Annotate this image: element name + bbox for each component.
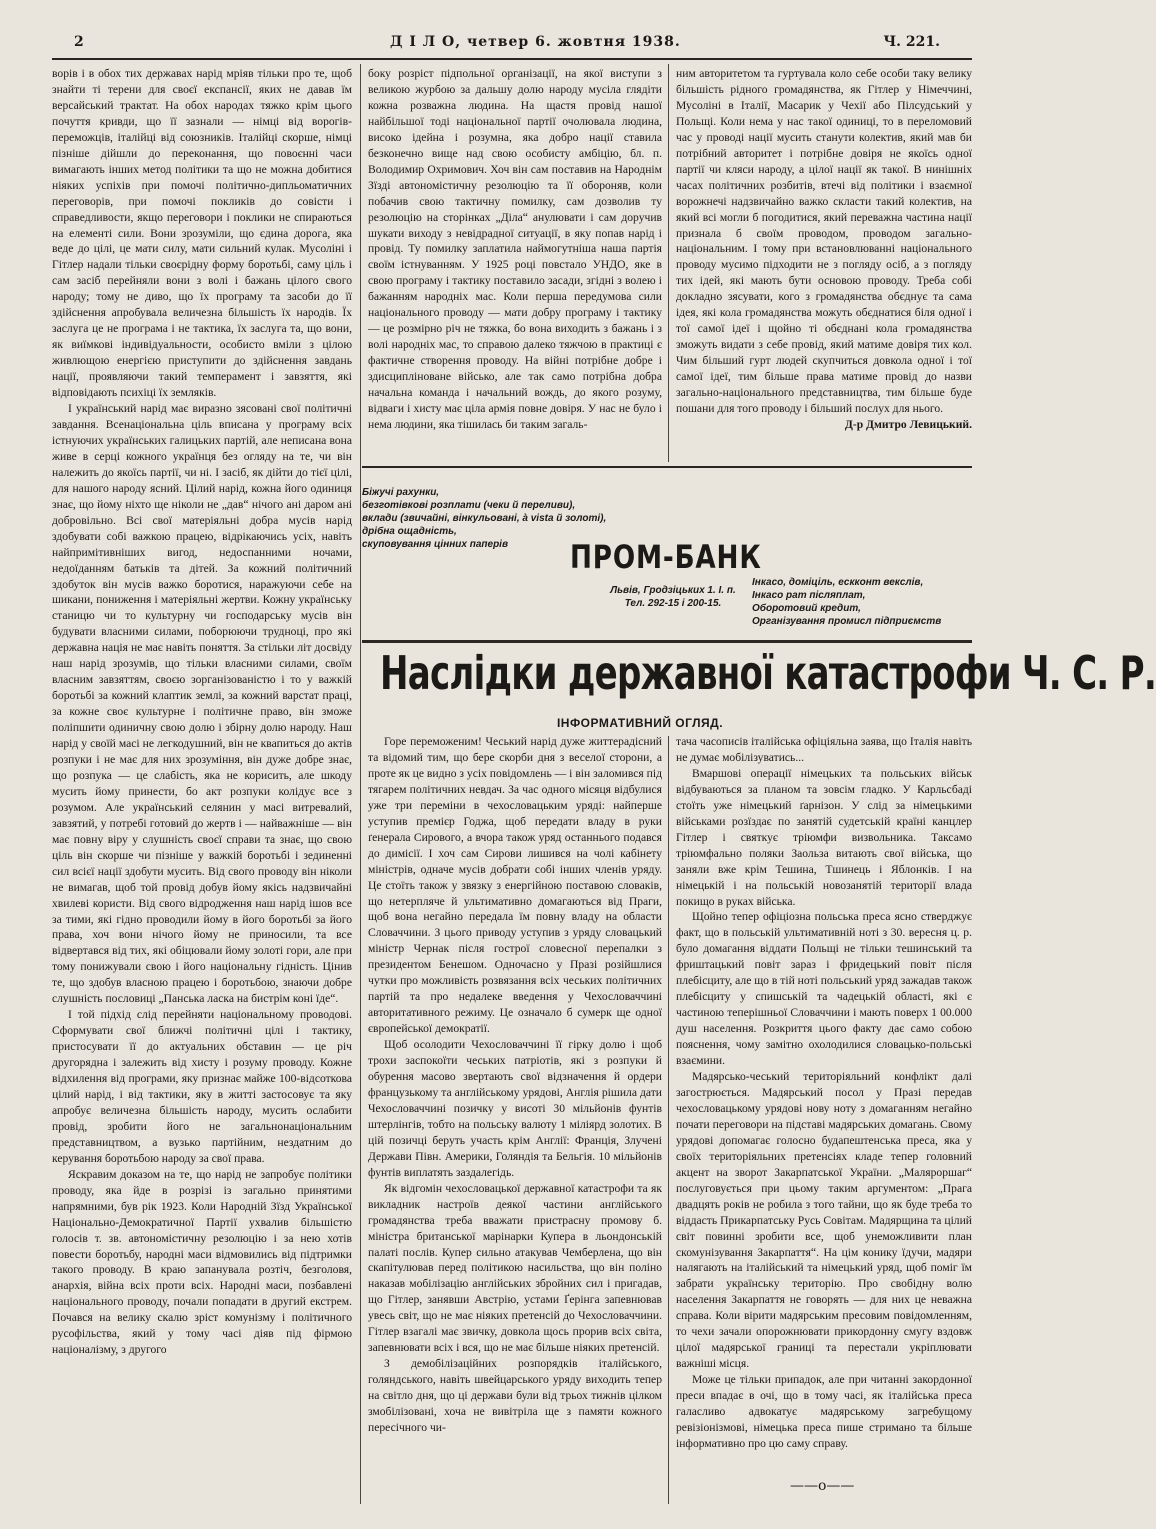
paragraph: Як відгомін чехословацької державної катастрофи та як викладник настроїв деякої частини англійського громадянства треба вважати пристрасну промову б. міністра британської марінарки Купера в льондонській палаті послів. Купер сильно атакував Чемберлена, що він скапітулював перед політикою насильства, що він поліно наказав мобілізацію англійських збройних сил і пригадав, що Гітлер, занявши Австрію, устами Ґерінга запевнював увесь світ, що не має ніяких претенсій до Чехословаччини. Гітлер взагалі має звичку, довкола щось прорив всіх світа, запевнювати всіх і вся, що не має більше ніяких претенсій. — [368, 1181, 662, 1355]
paragraph: І український нарід має виразно зясовані свої політичні завдання. Всенаціональна ціль вписана у програму всіх істнуючих українських галицьких партій, але неписана вона живе в серці кожного українця без огляду на те, чи він належить до якоїсь партії, чи ні. І засіб, як дійти до тієї цілі, для нашого народу ясний. Цілий нарід, кожна його одиниця знає, що йому ніхто ще ніколи не „дав“ нічого ані даром ані добровільно. Всі свої матеріяльні добра мусів нарід здобувати собі важкою працею, відрікаючись усіх, навіть найпримітивніших вигод, недоспанними ночами, недоїданням батьків та дітей. За кожний політичний здобуток він мусів важко боротися, наражуючи себе на шикани, пониження і матеріяльні жертви. Кожну українську станицю чи то культурну чи господарську мусів він будувати власними силами, поборюючи трудноці, про які державна нація не має навіть поняття. За стільки літ досвіду наш нарід зрозумів, що тільки власними силами, своїм власним завзяттям, своєю зорганізованістю і то у важкій боротьбі за кожний клаптик землі, за кожний варстат праці, за кожне своє культурне і політичне право, він зможе поліпшити одиничну свою долю і збірну долю народу. Наш нарід у своїй масі не легкодушний, він не квапиться до актів розпуки і не має для них зрозуміння, він дуже добре знає, що розпука — це слабість, яка не корисить, але шкоду мусить йому принести, бо акт розпуки колідує все з розумом. Але український селянин у масі витревалий, завзятий, у потребі готовий до жертв і — найважніше — він має повну віру у слушність своєї справи та знає, що свою ціль він скорше чи пізніше у важкій боротьбі і зединенні сил всієї нації здобути мусить. Від свого проводу він ніколи не вимагав, щоб той провід добув йому якісь надзвичайні хвилеві користи. Від свого відродження наш нарід ішов все за тими, які гідно проводили йому в його боротьбі за його права, хоч вони нічого йому не приносили, та все відвертався від тих, які обіцювали йому золоті гори, але при тому понижували свою і його національну гідність. Цінив те, що здобув власною працею і боротьбою, знаючи добре слушність пословиці „Панська ласка на бистрім коні їде“. — [52, 402, 352, 1006]
service-item: Біжучі рахунки, — [362, 487, 440, 498]
page-number: 2 — [74, 34, 84, 50]
bank-name: ПРОМ-БАНК — [570, 538, 762, 576]
bank-operations-list — [752, 576, 992, 628]
bank-street: Львів, Гродзіцьких 1. І. п. — [610, 585, 736, 596]
paragraph: Вмаршові операції німецьких та польських військ відбуваються за планом та зовсім гладко. У Карльсбаді стоїть уже німецький ґарнізон. У слід за німецькими військами розїздає по занятій судетській країні канцлер Гітлер і святкує тріюмфи визвольника. Таксамо тріюмфально поляки Заольза витають свої війська, що заняли вже крім Тешина, Тшинець і Яблонків. І на німецькій і на польській новозанятій території влада покищо в руках війська. — [676, 766, 972, 908]
paragraph: Щойно тепер офіціозна польська преса ясно стверджує факт, що в польській ультимативній ноті з 30. вересня ц. р. було домагання віддати Польщі не тільки тешинський та фриштацький повіт зараз і фридецький повіт після плебісциту, але що в тій ноті польський уряд зажадав також плебісциту у спишській та чадецькій області, які є частиною теперішньої Словаччини і мають поверх 1 00.000 душ населення. Розкриття цього факту дає само собою пояснення, чому замітно охолодилися словацько-польські взаємини. — [676, 910, 972, 1068]
ad-bottom-rule — [362, 640, 972, 643]
service-item: скуповування цінних паперів — [362, 539, 509, 550]
paragraph: Щоб осолодити Чехословаччині її гірку долю і щоб трохи заспокоїти чеських патріотів, які з розпуки й обурення масово звертають свої відзначення й ордери французькому та англійському урядові, Англія рішила дати Чехословаччині позичку у висоті 30 мільйонів фунтів штерлінгів, тобто на польську валюту 1 міліярд золотих. В цій позичці беруть участь крім Англії: Франція, Злучені Держави Півн. Америки, Голяндія та Бельгія. 10 мільйонів фунтів виплатять заздалегідь. — [368, 1038, 662, 1179]
article1-column-2 — [368, 66, 662, 458]
operation-item: Оборотовий кредит, — [752, 603, 861, 614]
operation-item: Інкасо рат післяплат, — [752, 590, 866, 601]
article2-subhead: ІНФОРМАТИВНИЙ ОГЛЯД. — [556, 716, 724, 730]
operation-item: Організування промисл підприємств — [752, 616, 942, 627]
issue-date: четвер 6. жовтня 1938. — [466, 34, 681, 50]
ad-top-rule — [362, 466, 972, 468]
paragraph: боку розріст підпольної організації, на якої виступи з великою журбою за дальшу долю народу мусіла глядіти кожна розважна людина. На щастя провід нашої найбільшої тоді національної партії очолювала людина, високо ідейна і розумна, яка добро нації ставила безконечно вище над свою особисту амбіцію, бл. п. Володимир Охримович. Хоч він сам поставив на Народнім Зїзді автономістичну резолюцію та її обороняв, коли побачив свою тактичну помилку, сам дозволив ту резолюцію на сторінках „Діла“ анулювати і сам доручив шукати виходу з невідрадної ситуації, в яку попав нарід і провід. Ту помилку заплатила наймогутніша наша партія своїм істнуванням. У 1925 році повстало УНДО, яке в свою програму і тактику поставило засади, згідні з волею і бажанням народніх мас. Коли перша передумова сили національного проводу — мати добру програму і тактику — це розмірно річ не тяжка, бо вона виходить з бажань і з волі народніх мас, то справою далеко тяжчою в практиці є фактичне створення проводу. На війні потрібне добре і здисципліноване військо, але так само потрібна добра начальна команда і начальний вождь, до якого розуму, відваги і хисту має ціла армія повне довіря. У нас не було і нема людини, яка тішилась би таким загаль- — [368, 67, 662, 431]
masthead-date — [390, 34, 681, 50]
bank-address — [578, 584, 768, 610]
paragraph: З демобілізаційних розпорядків італійського, голяндського, навіть швейцарського уряду виходить тепер на світло дня, що ці держави були від трьох тижнів цілком змобілізовані, хоча не вивітріла ще з памяти кожного пересічного чи- — [368, 1357, 662, 1434]
column-divider — [668, 64, 669, 462]
paragraph: Може це тільки припадок, але при читанні закордонної преси впадає в очі, що в тому часі, як італійська преса галасливо адвокатує мадярському загребущому ревізіонізмові, німецька преса пише стримано та більше інформативно про цю саму справу. — [676, 1373, 972, 1450]
paragraph: Горе переможеним! Чеський нарід дуже життерадісний та відомий тим, що бере скорби дня з веселої сторони, а проте як це видно з усіх повідомлень — і він заломився під тягарем політичних невдач. За час одного місяця відбулися уже три переміни в чехословацьким уряді: найперше уступив премієр Годжа, щоб передати владу в руки ґенерала Сирового, а вчора також уряд останнього подався до димісії. І хоч сам Сирови лишився на чолі кабінету міністрів, одначе мусів добрати собі інших членів уряду. Це стоїть також у звязку з енергійною поставою словаків, що нетерпляче й ультимативно домагаються від Праги, щоб вона негайно передала їм повну владу на области Словаччини. З цього приводу уступив з уряду словацький міністр Чернак після гострої словесної перепалки з президентом Бенешом. Одночасно у Празі розійшлися чутки про можливість розвязання всіх чеських політичних партій та про недалеке введення у Чехословаччині авторитативного режиму. Це означало б сумерк ще одної європейської демократії. — [368, 735, 662, 1036]
paragraph: Мадярсько-чеський територіяльний конфлікт далі загострюється. Мадярський посол у Празі передав чехословацькому урядові нову ноту з домаганням негайно почати переговори на підставі мадярських домагань. Свому урядові допомагає голосно будапештенська преса, яка у своїх територіяльних претенсіях кладе тепер головний акцент на зворот Закарпатської України. „Маляроршаг“ послуговується при цьому таким аргументом: „Прага двадцять років не робила з того тайни, що як буде треба то віддасть Прикарпатську Русь Совітам. Мадярщина та цілий світ повинні зробити все, щоб унеможливити план скомунізування Закарпаття“. На цім конику їдучи, мадяри налягають на італійський та німецький уряд, щоб поміг їм забрати українську територію. Про свобідну волю населення Закарпаття не говорять — для них це неважна справа. Коли вірити мадярським пресовим повідомленням, то чехи зачали опорожнювати прикордонну смугу вздовж цілої мадярської границі та перестали укріплювати важніші місця. — [676, 1070, 972, 1371]
service-item: безготівкові розплати (чеки й переливи), — [362, 500, 576, 511]
prom-bank-advertisement — [362, 476, 974, 638]
service-item: дрібна ощадність, — [362, 526, 457, 537]
article1-column-3 — [676, 66, 972, 458]
paragraph: ворів і в обох тих державах нарід мріяв тільки про те, щоб знайти ті терени для своєї експансії, яких не давав їм версайський трактат. На обох народах тяжко крім цього почуття кривди, що її зазнали — німці від ворогів-переможців, італійці від союзників. Італійці скорше, німці пізніше дійшли до переконання, що повоєнні часи вимагають інших метод політики та що не можна добитися ніяких успіхів при помочі політично-дипльоматичних переговорів, при помочі покликів до совісти і справедливости, якщо переговори і поклики не спираються на елементі сили. Вони зрозуміли, що єдина дорога, яка веде до цілі, це мати силу, мати сильний кулак. Мусоліні і Гітлер надали тільки своєрідну форму боротьбі, саму ціль і сам засіб перейняли вони з волі і бажань цілого свого народу; тому не диво, що їх програму та засоби до її здійснення апробувала величезна більшість їх народів. Їх заслуга це не програма і не тактика, їх заслуга та, що вони, як виїмкові індивідуальности, особисто вміли з цілою живлющою енергією приступити до здійснення завдань нації, проявляючи такий темперамент і завзяття, які відповідають психіці їх земляків. — [52, 67, 352, 400]
article2-column-2 — [676, 734, 972, 1494]
service-item: вклади (звичайні, вінкульовані, à vista й золоті), — [362, 513, 607, 524]
paragraph: тача часописів італійська офіціяльна заява, що Італія навіть не думає мобілізуватись... — [676, 735, 972, 764]
operation-item: Інкасо, доміціль, ескконт векслів, — [752, 577, 924, 588]
column-divider — [360, 64, 361, 1504]
author-signature: Д-р Дмитро Левицький. — [844, 417, 972, 431]
article1-column-1 — [52, 66, 352, 1486]
article-end-mark: ——o—— — [790, 1478, 855, 1494]
masthead: Д І Л О, — [390, 34, 462, 50]
paragraph: ним авторитетом та гуртувала коло себе особи таку велику більшість рідного громадянства, як Гітлер у Німеччині, Мусоліні в Італії, Масарик у Чехії або Пілсудський у Польщі. Коли нема у нас такої одиниці, то в переломовий час у проводі нації мусить станути колектив, який мав би потрібний авторитет і потрібне довіря не якоїсь одної партії чи кляси народу, а цілої нації як такої. В нинішніх часах політичних розбитів, втечі від політики і взаємної ворожнечі надзвичайно важко скласти такий колектив, на який всі могли б погодитися, який переважна частина нації признала б своїм проводом, проводом загально-національним. І тому при встановлюванні національного проводу мусимо підходити не з погляду осіб, а з погляду тих ідей, які мають бути основою проводу. Треба собі докладно зясувати, кого з громадянства обєднує та сама ідея, які кола громадянства можуть обєднатися біля одної і тої самої ідеї і щойно ті обєднані кола громадянства зможуть видати з себе провід, який матиме довіря тих кол. Чим більший гурт людей скупчиться довкола одної і тої самої ідеї, тим більше права матиме провід до назви загально-національного представництва, тим більше буде пошани для того проводу і більший послух для нього. — [676, 67, 972, 416]
paragraph: І той підхід слід перейняти національному проводові. Сформувати свої ближчі політичні цілі і тактику, пристосувати її до актуальних обставин — це річ другорядна і залежить від хисту і розуму проводу. Кожне відхилення від програми, яку признає майже 100-відсоткова цілий нарід, і від тактики, яку в житті застосовує та яку апробує величезна більшість народу, мусить ослабити провід, зробити його не загальнонаціональним представництвом, а вузько партійним, нездатним до керування боротьбою народу за свої права. — [52, 1008, 352, 1165]
issue-number: Ч. 221. — [883, 34, 940, 50]
article2-headline: Наслідки державної катастрофи Ч. С. Р. — [380, 646, 1156, 700]
article2-column-1 — [368, 734, 662, 1494]
bank-phone: Тел. 292-15 і 200-15. — [624, 598, 722, 609]
paragraph: Яскравим доказом на те, що нарід не запробує політики проводу, яка йде в розрізі із загально принятими напрямними, був рік 1923. Коли Народній Зїзд Української Національно-Демократичної Партії ухвалив більшістю голосів т. зв. автономістичну резолюцію і за нею хотів повести боротьбу, народні маси відмовились від підтримки такого проводу. В краю запанувала розтіч, безголовя, анархія, війна всіх проти всіх. Народні маси, позбавлені національного проводу, почали попадати в другий екстрем. Почався на велику скалю зріст комунізму і політичного русофільства, який у тому часі діяв під фірмою націоналізму, з другого — [52, 1167, 352, 1357]
column-divider — [668, 736, 669, 1504]
page-header — [60, 34, 940, 56]
header-rule — [52, 58, 972, 60]
